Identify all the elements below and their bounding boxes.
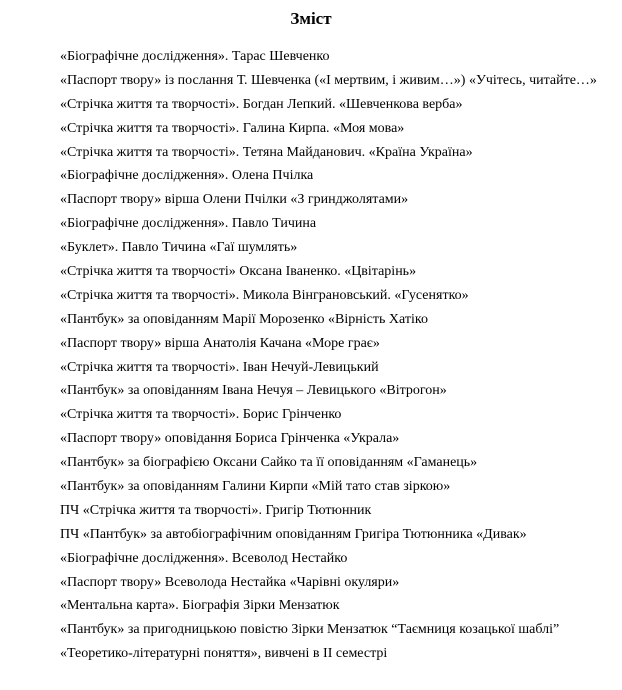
toc-item: «Пантбук» за оповіданням Марії Морозенко «Вірність Хатіко — [60, 311, 428, 327]
toc-item: «Стрічка життя та творчості». Микола Вінграновський. «Гусенятко» — [60, 287, 469, 303]
toc-item: ПЧ «Стрічка життя та творчості». Григір Тютюнник — [60, 502, 372, 518]
toc-item: «Стрічка життя та творчості». Галина Кирпа. «Моя мова» — [60, 120, 405, 136]
toc-item: «Пантбук» за оповіданням Галини Кирпи «Мій тато став зіркою» — [60, 479, 451, 495]
toc-item: «Паспорт твору» вірша Олени Пчілки «З гринджолятами» — [60, 192, 409, 208]
toc-item: «Паспорт твору» вірша Анатолія Качана «Море грає» — [60, 335, 380, 351]
toc-item: «Стрічка життя та творчості». Іван Нечуй-Левицький — [60, 359, 379, 375]
toc-item: «Стрічка життя та творчості» Оксана Іваненко. «Цвітарінь» — [60, 264, 417, 280]
page-title: Зміст — [290, 9, 332, 28]
toc-item: ПЧ «Пантбук» за автобіографічним оповіданням Григіра Тютюнника «Дивак» — [60, 526, 527, 542]
toc-item: «Стрічка життя та творчості». Богдан Лепкий. «Шевченкова верба» — [60, 96, 463, 112]
toc-item: «Біографічне дослідження». Всеволод Нестайко — [60, 550, 348, 566]
toc-item: «Паспорт твору» Всеволода Нестайка «Чарівні окуляри» — [60, 574, 400, 590]
toc-item: «Біографічне дослідження». Олена Пчілка — [60, 168, 314, 184]
toc-item: «Паспорт твору» із послання Т. Шевченка («І мертвим, і живим…») «Учітесь, читайте…» — [60, 72, 597, 88]
toc-item: «Стрічка життя та творчості». Тетяна Майданович. «Країна Україна» — [60, 144, 473, 160]
toc-item: «Біографічне дослідження». Павло Тичина — [60, 216, 317, 232]
toc-item: «Теоретико-літературні поняття», вивчені в ІІ семестрі — [60, 646, 388, 662]
toc-item: «Буклет». Павло Тичина «Гаї шумлять» — [60, 240, 298, 256]
toc-item: «Пантбук» за оповіданням Івана Нечуя – Левицького «Вітрогон» — [60, 383, 447, 399]
toc-item: «Біографічне дослідження». Тарас Шевченко — [60, 49, 330, 64]
table-of-contents — [60, 45, 620, 666]
toc-item: «Стрічка життя та творчості». Борис Грінченко — [60, 407, 342, 423]
toc-item: «Паспорт твору» оповідання Бориса Грінченка «Украла» — [60, 431, 400, 447]
toc-item: «Ментальна карта». Біографія Зірки Мензатюк — [60, 598, 340, 614]
toc-item: «Пантбук» за пригодницькою повістю Зірки Мензатюк “Таємниця козацької шаблі” — [60, 622, 560, 638]
toc-item: «Пантбук» за біографією Оксани Сайко та її оповіданням «Гаманець» — [60, 455, 478, 471]
